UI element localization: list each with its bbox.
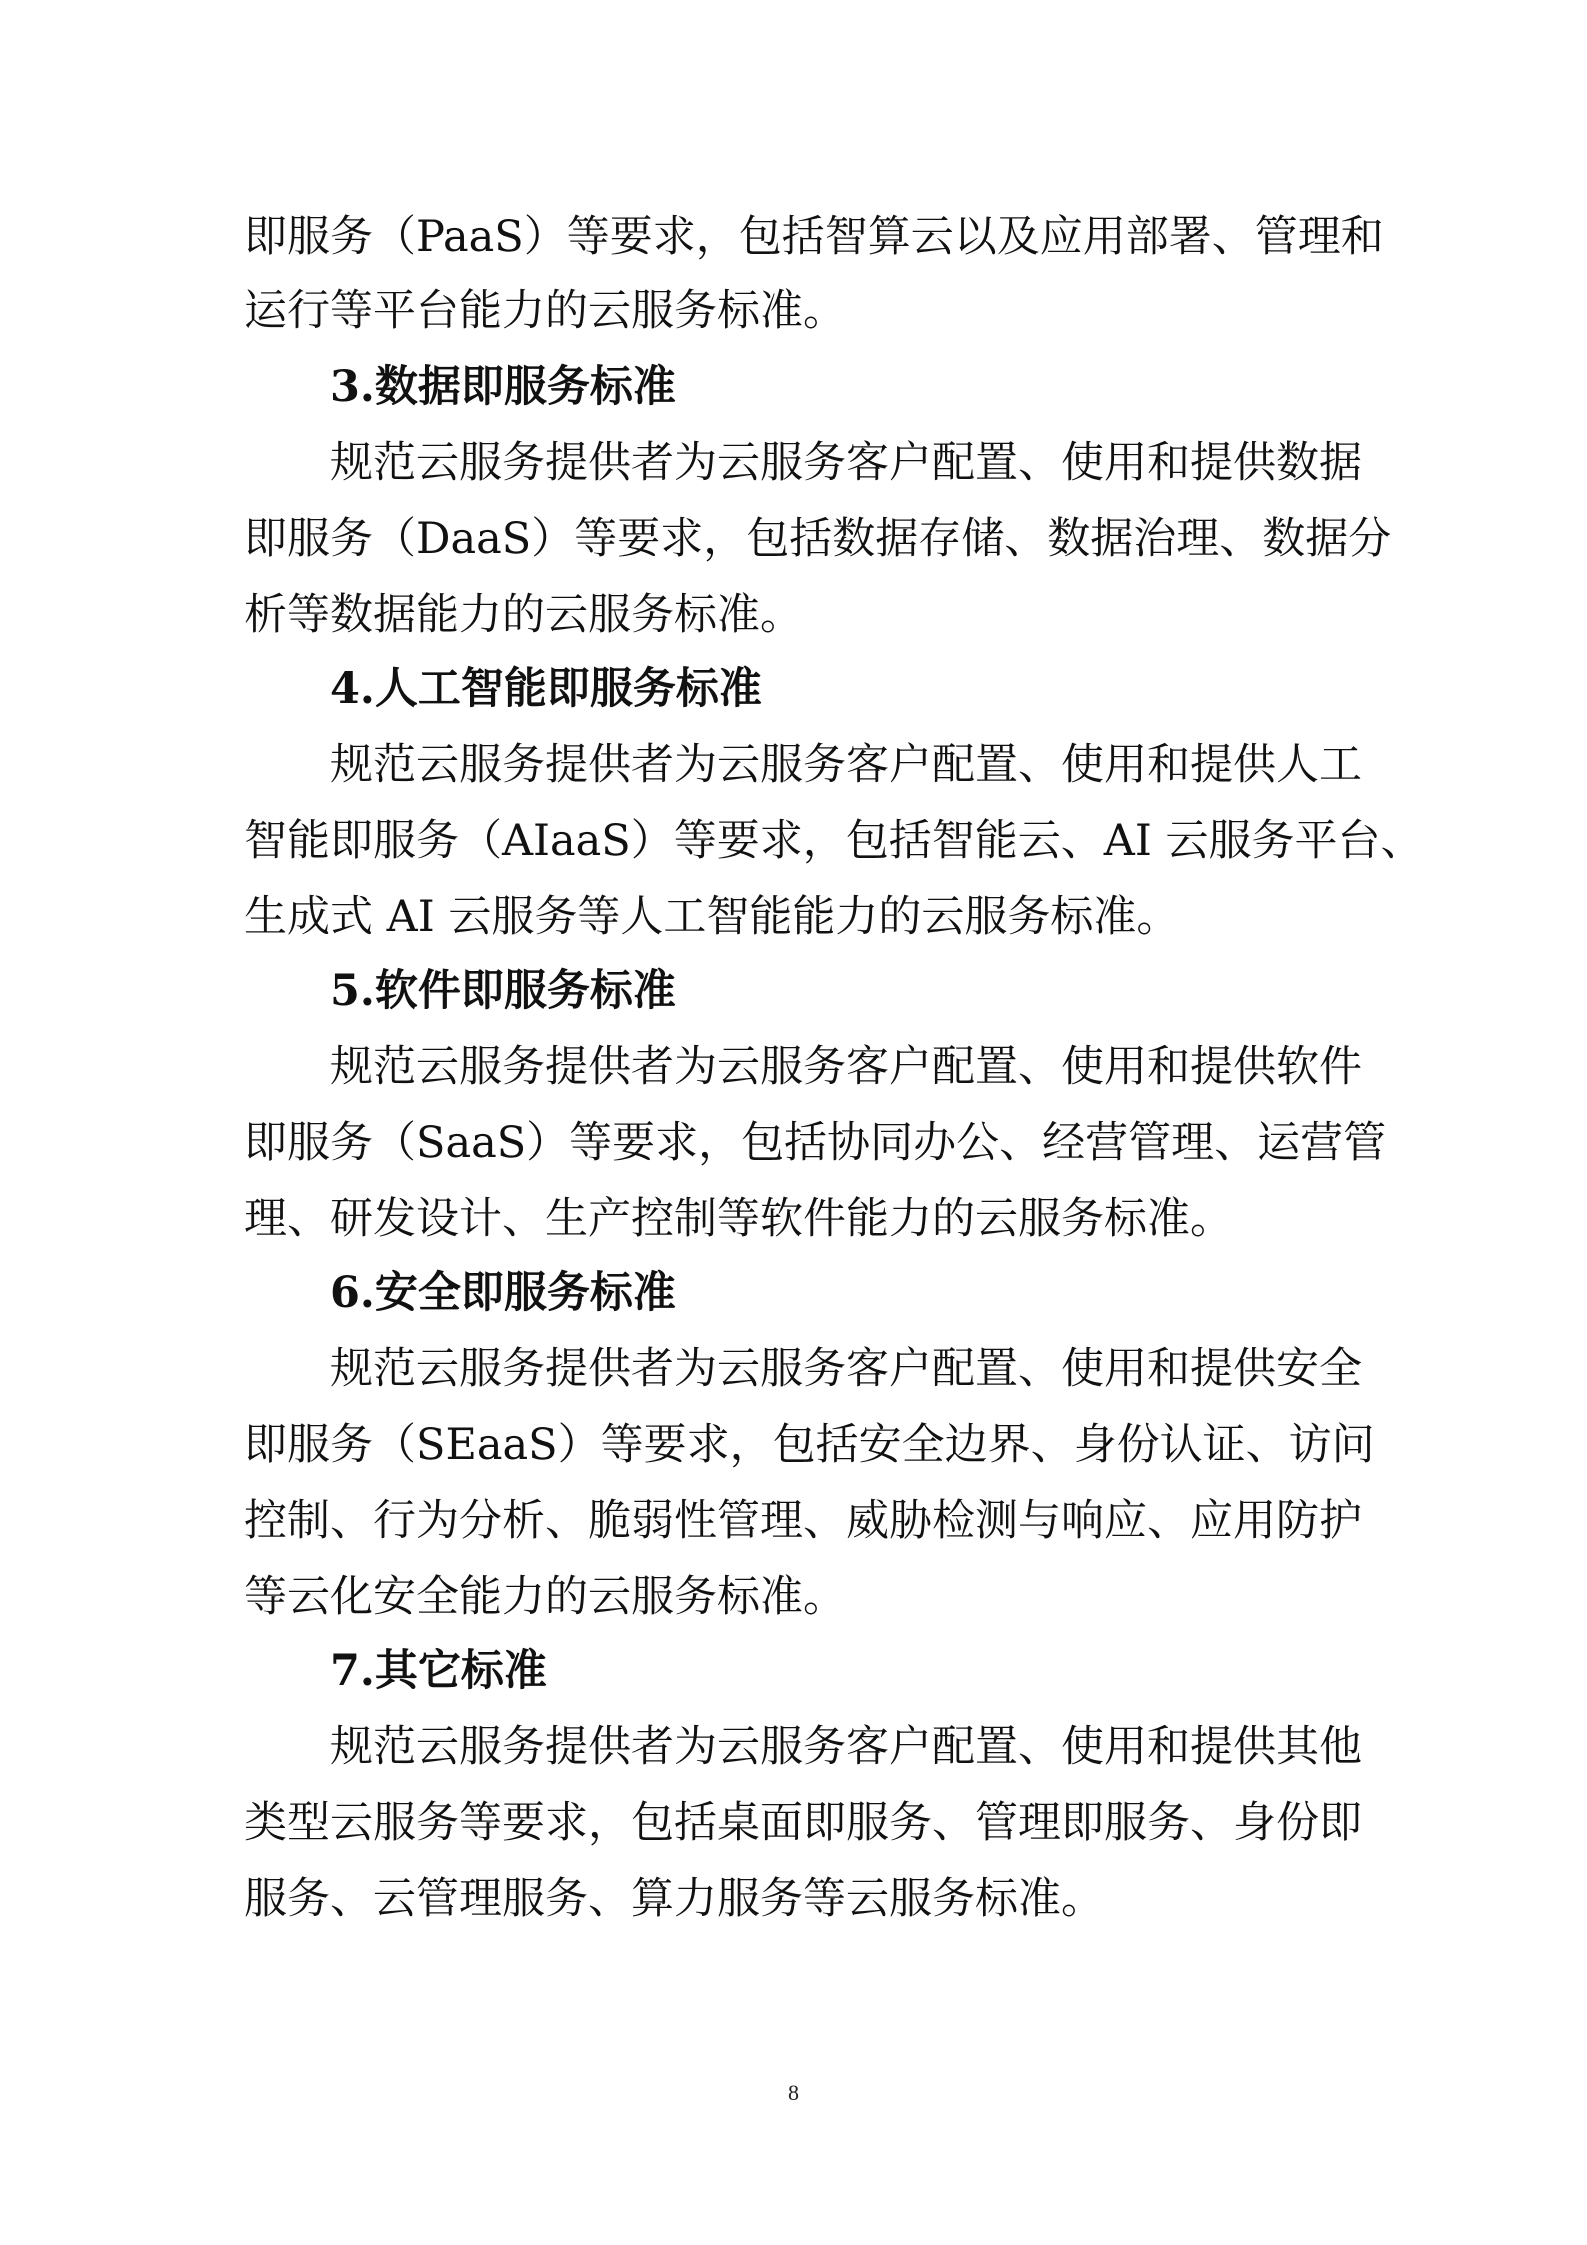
paragraph-line: 智能即服务（AIaaS）等要求，包括智能云、AI 云服务平台、 <box>244 816 1424 866</box>
paragraph-line: 规范云服务提供者为云服务客户配置、使用和提供其他 <box>330 1722 1362 1772</box>
paragraph-line: 生成式 AI 云服务等人工智能能力的云服务标准。 <box>244 892 1180 942</box>
paragraph-line: 控制、行为分析、脆弱性管理、威胁检测与响应、应用防护 <box>244 1496 1362 1546</box>
paragraph-line: 析等数据能力的云服务标准。 <box>244 590 803 640</box>
paragraph-line: 规范云服务提供者为云服务客户配置、使用和提供软件 <box>330 1042 1362 1092</box>
paragraph-line: 类型云服务等要求，包括桌面即服务、管理即服务、身份即 <box>244 1798 1362 1848</box>
paragraph-line: 运行等平台能力的云服务标准。 <box>244 286 846 336</box>
paragraph-line: 规范云服务提供者为云服务客户配置、使用和提供数据 <box>330 438 1362 488</box>
paragraph-line: 服务、云管理服务、算力服务等云服务标准。 <box>244 1874 1104 1924</box>
paragraph-line: 规范云服务提供者为云服务客户配置、使用和提供安全 <box>330 1344 1362 1394</box>
section-heading-data-as-a-service: 3.数据即服务标准 <box>330 362 676 412</box>
section-heading-security-as-a-service: 6.安全即服务标准 <box>330 1268 676 1318</box>
paragraph-line: 即服务（PaaS）等要求，包括智算云以及应用部署、管理和 <box>244 212 1384 262</box>
paragraph-line: 理、研发设计、生产控制等软件能力的云服务标准。 <box>244 1194 1233 1244</box>
paragraph-line: 规范云服务提供者为云服务客户配置、使用和提供人工 <box>330 740 1362 790</box>
section-heading-ai-as-a-service: 4.人工智能即服务标准 <box>330 664 762 714</box>
section-heading-software-as-a-service: 5.软件即服务标准 <box>330 966 676 1016</box>
paragraph-line: 即服务（DaaS）等要求，包括数据存储、数据治理、数据分 <box>244 514 1392 564</box>
page-number: 8 <box>788 2080 799 2105</box>
paragraph-line: 即服务（SaaS）等要求，包括协同办公、经营管理、运营管 <box>244 1118 1387 1168</box>
paragraph-line: 即服务（SEaaS）等要求，包括安全边界、身份认证、访问 <box>244 1420 1375 1470</box>
paragraph-line: 等云化安全能力的云服务标准。 <box>244 1572 846 1622</box>
section-heading-other-standards: 7.其它标准 <box>330 1646 547 1696</box>
